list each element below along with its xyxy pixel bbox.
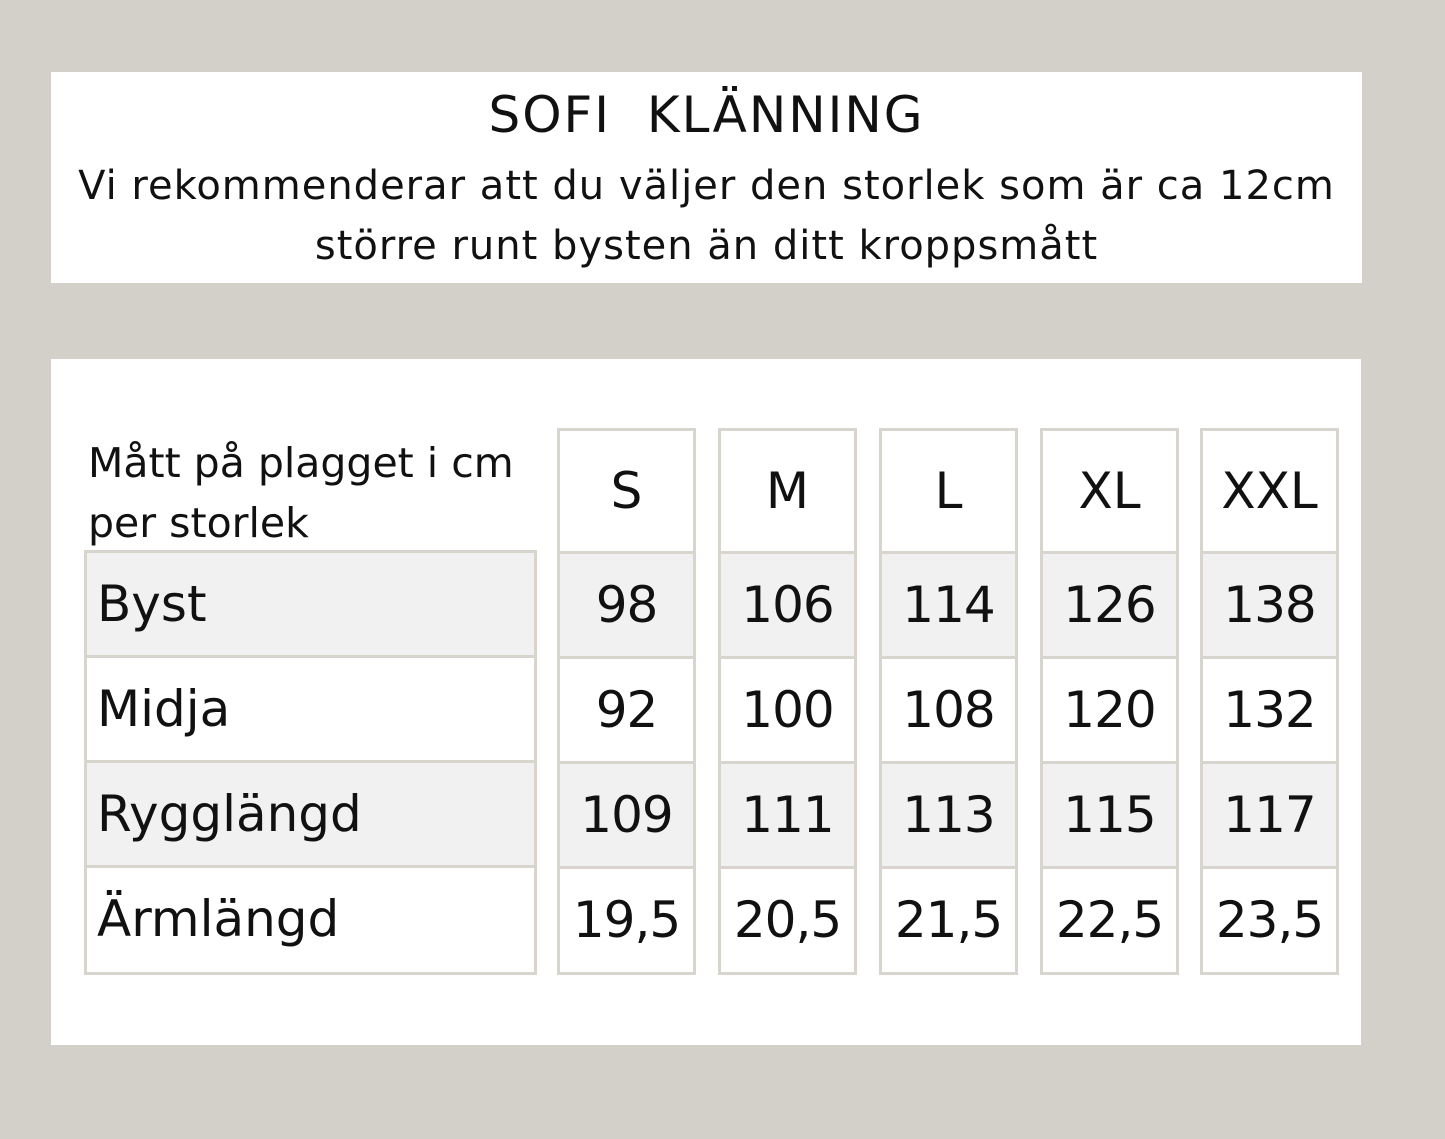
cell-byst-l: 114 bbox=[882, 554, 1015, 659]
size-header-xxl: XXL bbox=[1203, 431, 1336, 554]
cell-byst-m: 106 bbox=[721, 554, 854, 659]
measurement-labels bbox=[84, 550, 537, 975]
cell-armlangd-xl: 22,5 bbox=[1055, 891, 1164, 949]
cell-midja-xl: 120 bbox=[1043, 659, 1176, 764]
cell-midja-m: 100 bbox=[721, 659, 854, 764]
cell-rygglangd-xl: 115 bbox=[1043, 764, 1176, 869]
table-caption: Mått på plagget i cm per storlek bbox=[88, 439, 514, 547]
row-label-armlangd: Ärmlängd bbox=[97, 890, 340, 948]
cell-armlangd-m: 20,5 bbox=[733, 891, 842, 949]
size-column-l bbox=[879, 428, 1018, 975]
cell-midja-s: 92 bbox=[560, 659, 693, 764]
cell-armlangd-s: 19,5 bbox=[572, 891, 681, 949]
size-header-s: S bbox=[560, 431, 693, 554]
size-column-xxl bbox=[1200, 428, 1339, 975]
size-column-m bbox=[718, 428, 857, 975]
size-column-xl bbox=[1040, 428, 1179, 975]
size-header-xl: XL bbox=[1043, 431, 1176, 554]
cell-byst-s: 98 bbox=[560, 554, 693, 659]
size-recommendation: Vi rekommenderar att du väljer den storlek som är ca 12cm större runt bysten än ditt kroppsmått bbox=[78, 163, 1335, 269]
cell-armlangd-l: 21,5 bbox=[894, 891, 1003, 949]
product-title: SOFI KLÄNNING bbox=[488, 86, 925, 144]
cell-rygglangd-l: 113 bbox=[882, 764, 1015, 869]
row-label-midja: Midja bbox=[87, 658, 534, 763]
cell-byst-xxl: 138 bbox=[1203, 554, 1336, 659]
size-header-l: L bbox=[882, 431, 1015, 554]
cell-midja-l: 108 bbox=[882, 659, 1015, 764]
cell-rygglangd-xxl: 117 bbox=[1203, 764, 1336, 869]
cell-rygglangd-s: 109 bbox=[560, 764, 693, 869]
row-label-rygglangd: Rygglängd bbox=[87, 763, 534, 868]
size-column-s bbox=[557, 428, 696, 975]
cell-byst-xl: 126 bbox=[1043, 554, 1176, 659]
cell-midja-xxl: 132 bbox=[1203, 659, 1336, 764]
row-label-byst: Byst bbox=[87, 553, 534, 658]
size-header-m: M bbox=[721, 431, 854, 554]
cell-armlangd-xxl: 23,5 bbox=[1215, 891, 1324, 949]
header-card bbox=[51, 72, 1362, 283]
cell-rygglangd-m: 111 bbox=[721, 764, 854, 869]
